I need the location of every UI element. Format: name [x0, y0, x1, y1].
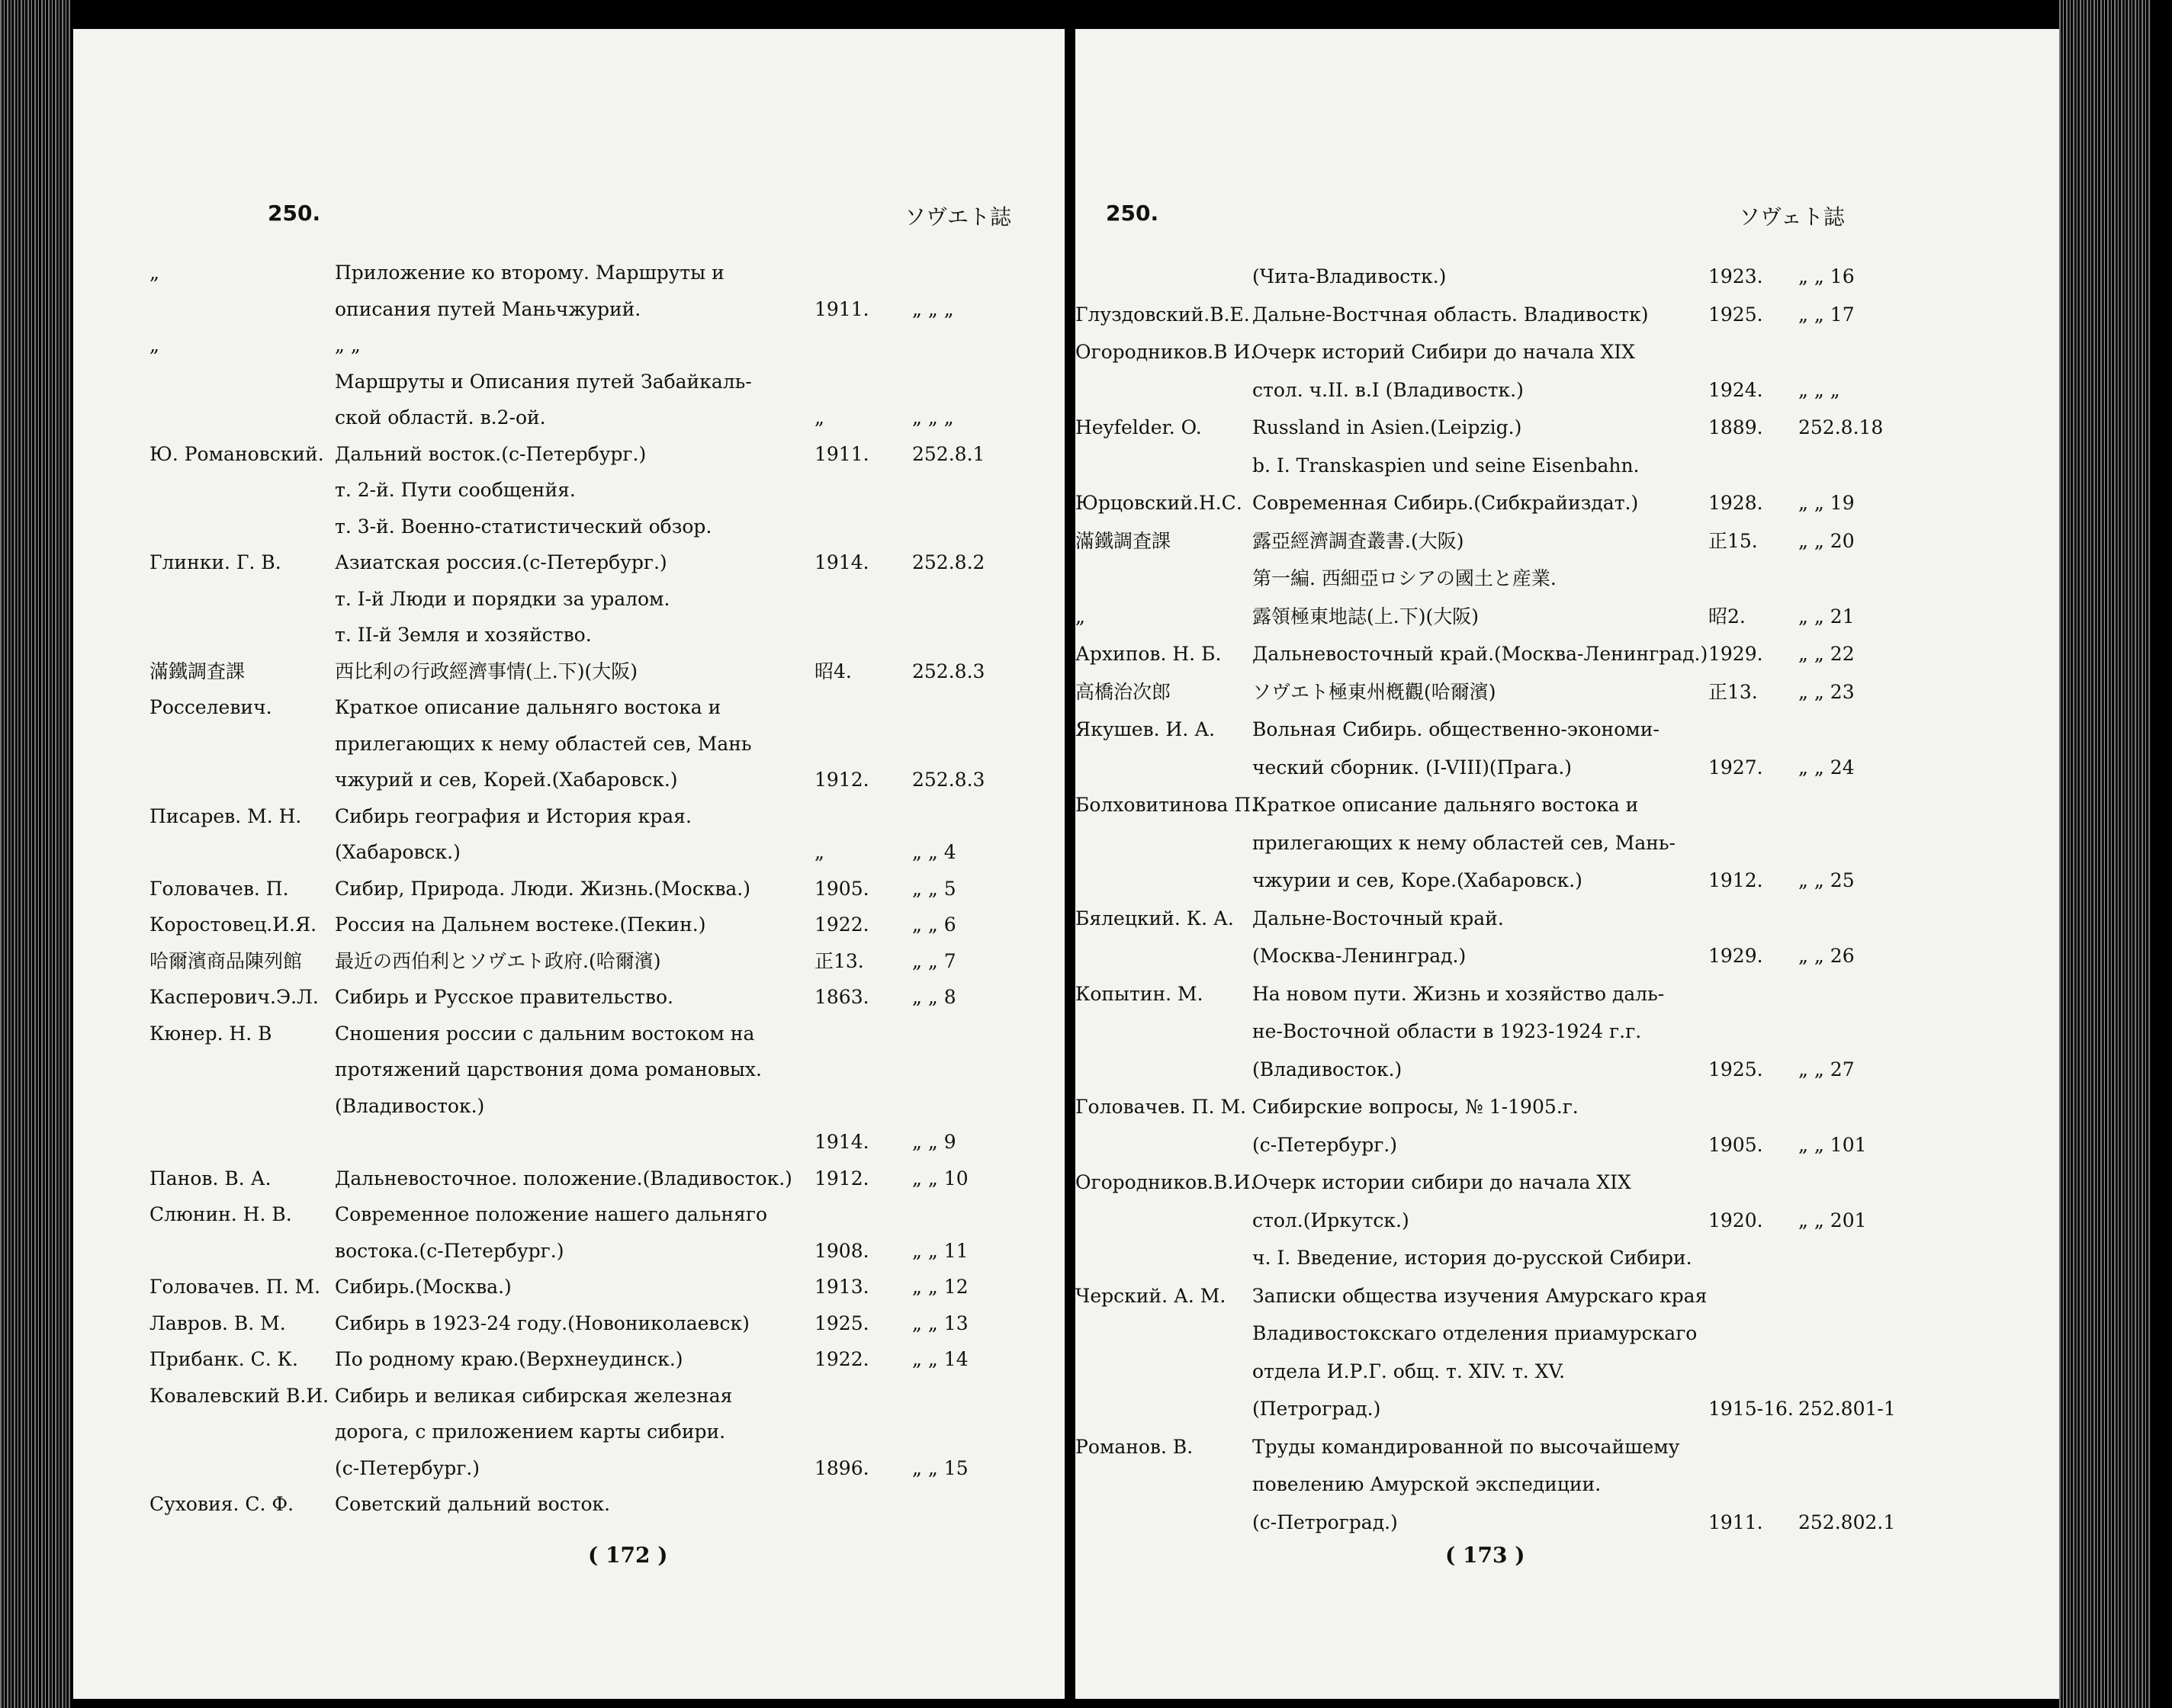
year-cell: 1908. — [814, 1239, 869, 1262]
author-cell: Глуздовский.В.Е. — [1075, 303, 1250, 326]
year-cell: 1889. — [1708, 416, 1763, 438]
title-cell: (Владивосток.) — [1252, 1058, 1402, 1080]
call-number-cell: „ „ 14 — [912, 1348, 969, 1370]
call-number-cell: „ „ 8 — [912, 986, 956, 1008]
title-cell: востока.(с-Петербург.) — [335, 1239, 564, 1262]
list-item — [149, 950, 1049, 973]
title-cell: Советский дальний восток. — [335, 1493, 611, 1515]
title-cell: Дальневосточный край.(Москва-Ленинград.) — [1252, 643, 1708, 665]
title-cell: „ „ — [335, 334, 361, 356]
author-cell: Архипов. Н. Б. — [1075, 643, 1222, 665]
title-cell: т. I-й Люди и порядки за уралом. — [335, 587, 670, 610]
year-cell: 1896. — [814, 1456, 869, 1479]
list-item — [1075, 1360, 2044, 1383]
call-number-cell: 252.8.1 — [912, 442, 985, 465]
call-number-cell: 252.801-1 — [1798, 1398, 1896, 1420]
title-cell: Сношения россии с дальним востоком на — [335, 1022, 755, 1045]
list-item — [1075, 643, 2044, 666]
title-cell: 露亞經濟調査叢書.(大阪) — [1252, 529, 1464, 552]
year-cell: 1911. — [1708, 1511, 1763, 1533]
author-cell: Романов. В. — [1075, 1435, 1194, 1458]
list-item — [149, 733, 1049, 756]
year-cell: 1911. — [814, 297, 869, 320]
call-number-cell: „ „ „ — [912, 406, 954, 429]
title-cell: Очерк историй Сибири до начала XIX — [1252, 341, 1635, 363]
author-cell: Писарев. М. Н. — [149, 804, 302, 827]
author-cell: Ю. Романовский. — [149, 442, 324, 465]
title-cell: Дальне-Восточный край. — [1252, 907, 1504, 929]
list-item — [1075, 681, 2044, 704]
title-cell: (с-Петербург.) — [1252, 1133, 1397, 1156]
call-number-cell: „ „ 19 — [1798, 492, 1855, 514]
call-number-cell: „ „ 21 — [1798, 605, 1855, 628]
list-item — [1075, 1020, 2044, 1043]
title-cell: прилегающих к нему областей сев, Мань — [335, 732, 752, 755]
title-cell: Сибирские вопросы, № 1-1905.г. — [1252, 1096, 1579, 1118]
call-number-cell: „ „ 11 — [912, 1239, 969, 1262]
list-item — [1075, 983, 2044, 1006]
title-cell: Сибирь в 1923-24 году.(Новониколаевск) — [335, 1312, 750, 1334]
list-item — [1075, 605, 2044, 628]
list-item — [149, 298, 1049, 321]
list-item — [1075, 907, 2044, 930]
list-item — [149, 1457, 1049, 1480]
author-cell: Кюнер. Н. В — [149, 1022, 272, 1045]
page-stack-edge-right — [2059, 0, 2151, 1708]
title-cell: Вольная Сибирь. общественно-экономи- — [1252, 718, 1660, 740]
title-cell: ской областй. в.2-ой. — [335, 406, 546, 429]
list-item — [1075, 567, 2044, 590]
title-cell: Краткое описание дальняго востока и — [1252, 794, 1639, 816]
title-cell: Сибирь.(Москва.) — [335, 1276, 512, 1298]
title-cell: прилегающих к нему областей сев, Мань- — [1252, 831, 1676, 854]
list-item — [1075, 1171, 2044, 1194]
author-cell: Огородников.В И. — [1075, 341, 1257, 363]
title-cell: Современная Сибирь.(Сибкрайиздат.) — [1252, 492, 1639, 514]
list-item — [1075, 492, 2044, 515]
list-item — [1075, 303, 2044, 326]
year-cell: 1912. — [814, 1167, 869, 1190]
call-number-cell: „ „ 12 — [912, 1276, 969, 1298]
year-cell: 1922. — [814, 913, 869, 936]
title-cell: 最近の西伯利とソヴエト政府.(哈爾濱) — [335, 949, 661, 972]
author-cell: Суховия. С. Ф. — [149, 1493, 294, 1515]
author-cell: Слюнин. Н. В. — [149, 1203, 292, 1225]
call-number-cell: „ „ 20 — [1798, 529, 1855, 552]
author-cell: Черский. А. М. — [1075, 1284, 1226, 1307]
list-item — [1075, 794, 2044, 817]
list-item — [1075, 416, 2044, 439]
author-cell: Бялецкий. К. А. — [1075, 907, 1234, 929]
author-cell: Прибанк. С. К. — [149, 1348, 298, 1370]
author-cell: Болховитинова П. — [1075, 794, 1258, 816]
list-item — [1075, 945, 2044, 968]
list-item — [1075, 265, 2044, 288]
title-cell: дорога, с приложением карты сибири. — [335, 1421, 726, 1443]
title-cell: По родному краю.(Верхнеудинск.) — [335, 1348, 683, 1370]
list-item — [149, 624, 1049, 647]
list-item — [149, 805, 1049, 828]
year-cell: 1920. — [1708, 1209, 1763, 1231]
author-cell: Головачев. П. М. — [149, 1276, 321, 1298]
list-item — [149, 515, 1049, 538]
year-cell: 1927. — [1708, 756, 1763, 779]
title-cell: Приложение ко второму. Маршруты и — [335, 262, 725, 284]
title-cell: описания путей Маньчжурий. — [335, 297, 641, 320]
year-cell: 1905. — [1708, 1133, 1763, 1156]
title-cell: b. I. Transkaspien und seine Eisenbahn. — [1252, 454, 1640, 477]
list-item — [149, 443, 1049, 466]
list-item — [149, 334, 1049, 357]
year-cell: 1924. — [1708, 378, 1763, 401]
call-number-cell: „ „ 5 — [912, 877, 956, 900]
author-cell: Якушев. И. А. — [1075, 718, 1216, 740]
title-cell: Краткое описание дальняго востока и — [335, 696, 721, 718]
author-cell: „ — [149, 334, 159, 356]
title-cell: (Петроград.) — [1252, 1398, 1381, 1420]
author-cell: 滿鐵調査課 — [149, 660, 246, 682]
year-cell: 1863. — [814, 986, 869, 1008]
call-number-cell: 252.8.2 — [912, 551, 985, 573]
call-number-cell: „ „ 9 — [912, 1131, 956, 1153]
running-title: ソヴェト誌 — [1739, 204, 1845, 230]
call-number-cell: „ „ 10 — [912, 1167, 969, 1190]
title-cell: повелению Амурской экспедиции. — [1252, 1473, 1602, 1495]
author-cell: Копытин. М. — [1075, 982, 1203, 1005]
author-cell: 哈爾濱商品陳列館 — [149, 949, 303, 972]
list-item — [149, 769, 1049, 791]
list-item — [149, 986, 1049, 1009]
call-number-cell: 252.802.1 — [1798, 1511, 1896, 1533]
list-item — [1075, 341, 2044, 364]
call-number-cell: 252.8.3 — [912, 660, 985, 682]
list-item — [149, 406, 1049, 429]
list-item — [1075, 1436, 2044, 1459]
book-spine — [1065, 0, 1075, 1708]
list-item — [149, 1240, 1049, 1263]
title-cell: Дальневосточное. положение.(Владивосток.) — [335, 1167, 792, 1190]
year-cell: 1914. — [814, 1131, 869, 1153]
title-cell: Очерк истории сибири до начала XIX — [1252, 1171, 1631, 1193]
year-cell: 1912. — [814, 769, 869, 791]
author-cell: Панов. В. А. — [149, 1167, 272, 1190]
title-cell: Труды командированной по высочайшему — [1252, 1435, 1680, 1458]
list-item — [1075, 756, 2044, 779]
call-number-cell: „ „ „ — [1798, 378, 1840, 401]
title-cell: протяжений царствония дома романовых. — [335, 1058, 762, 1080]
title-cell: Маршруты и Описания путей Забайкаль- — [335, 370, 752, 393]
author-cell: Головачев. П. — [149, 877, 289, 900]
list-item — [1075, 530, 2044, 553]
list-item — [149, 696, 1049, 719]
page-number-header: 250. — [268, 201, 321, 226]
year-cell: 1923. — [1708, 265, 1763, 287]
call-number-cell: „ „ 101 — [1798, 1133, 1867, 1156]
year-cell: 1913. — [814, 1276, 869, 1298]
list-item — [149, 1348, 1049, 1371]
list-item — [1075, 869, 2044, 892]
call-number-cell: „ „ 23 — [1798, 680, 1855, 703]
year-cell: 1925. — [1708, 1058, 1763, 1080]
list-item — [149, 1385, 1049, 1408]
year-cell: 1922. — [814, 1348, 869, 1370]
call-number-cell: „ „ 26 — [1798, 945, 1855, 967]
title-cell: (Москва-Ленинград.) — [1252, 945, 1467, 967]
author-cell: Огородников.В.И. — [1075, 1171, 1257, 1193]
title-cell: т. 3-й. Военно-статистический обзор. — [335, 515, 712, 538]
call-number-cell: „ „ 25 — [1798, 869, 1855, 891]
list-item — [1075, 454, 2044, 477]
title-cell: 西比利の行政經濟事情(上.下)(大阪) — [335, 660, 638, 682]
page-number-header: 250. — [1106, 201, 1159, 226]
title-cell: (с-Петербург.) — [335, 1456, 480, 1479]
list-item — [1075, 1058, 2044, 1081]
year-cell: 正13. — [814, 949, 864, 972]
title-cell: (Владивосток.) — [335, 1094, 485, 1117]
year-cell: 1905. — [814, 877, 869, 900]
list-item — [1075, 1209, 2044, 1232]
call-number-cell: „ „ 13 — [912, 1312, 969, 1334]
year-cell: 1914. — [814, 551, 869, 573]
list-item — [1075, 1322, 2044, 1345]
list-item — [149, 660, 1049, 683]
page-stack-edge-left — [0, 0, 70, 1708]
title-cell: т. II-й Земля и хозяйство. — [335, 624, 592, 646]
list-item — [149, 1058, 1049, 1081]
list-item — [149, 1421, 1049, 1443]
call-number-cell: „ „ 16 — [1798, 265, 1855, 287]
list-item — [1075, 832, 2044, 855]
author-cell: Глинки. Г. В. — [149, 551, 281, 573]
title-cell: ческий сборник. (I-VIII)(Прага.) — [1252, 756, 1573, 779]
year-cell: 1915-16. — [1708, 1398, 1794, 1420]
list-item — [1075, 1511, 2044, 1534]
title-cell: чжурии и сев, Коре.(Хабаровск.) — [1252, 869, 1582, 891]
author-cell: 高橋治次郎 — [1075, 680, 1171, 703]
list-item — [149, 1312, 1049, 1335]
list-item — [149, 841, 1049, 864]
title-cell: чжурий и сев, Корей.(Хабаровск.) — [335, 769, 678, 791]
title-cell: Сибир, Природа. Люди. Жизнь.(Москва.) — [335, 877, 751, 900]
year-cell: 1925. — [1708, 303, 1763, 326]
title-cell: Сибирь и великая сибирская железная — [335, 1384, 733, 1407]
year-cell: 1929. — [1708, 643, 1763, 665]
list-item — [149, 1167, 1049, 1190]
call-number-cell: „ „ 7 — [912, 949, 956, 972]
title-cell: (Хабаровск.) — [335, 841, 461, 863]
title-cell: Азиатская россия.(с-Петербург.) — [335, 551, 667, 573]
title-cell: (Чита-Владивостк.) — [1252, 265, 1447, 287]
year-cell: „ — [814, 841, 824, 863]
list-item — [1075, 718, 2044, 741]
year-cell: 昭2. — [1708, 605, 1746, 628]
list-item — [149, 262, 1049, 284]
call-number-cell: 252.8.18 — [1798, 416, 1884, 438]
year-cell: „ — [814, 406, 824, 429]
call-number-cell: „ „ 24 — [1798, 756, 1855, 779]
author-cell: 滿鐵調査課 — [1075, 529, 1171, 552]
year-cell: 正15. — [1708, 529, 1758, 552]
list-item — [149, 913, 1049, 936]
author-cell: „ — [149, 262, 159, 284]
author-cell: Heyfelder. O. — [1075, 416, 1202, 438]
title-cell: Дальний восток.(с-Петербург.) — [335, 442, 647, 465]
list-item — [149, 588, 1049, 611]
list-item — [149, 1493, 1049, 1516]
title-cell: Записки общества изучения Амурскаго края — [1252, 1284, 1708, 1307]
year-cell: 1928. — [1708, 492, 1763, 514]
list-item — [1075, 1247, 2044, 1270]
title-cell: Современное положение нашего дальняго — [335, 1203, 767, 1225]
title-cell: На новом пути. Жизнь и хозяйство даль- — [1252, 982, 1665, 1005]
title-cell: Дальне-Востчная область. Владивостк) — [1252, 303, 1649, 326]
year-cell: 1912. — [1708, 869, 1763, 891]
author-cell: Лавров. В. М. — [149, 1312, 286, 1334]
list-item — [149, 551, 1049, 574]
list-item — [1075, 1398, 2044, 1421]
list-item — [149, 878, 1049, 901]
author-cell: Головачев. П. М. — [1075, 1096, 1247, 1118]
list-item — [149, 479, 1049, 502]
title-cell: Владивостокскаго отделения приамурскаго — [1252, 1322, 1698, 1344]
title-cell: Россия на Дальнем востеке.(Пекин.) — [335, 913, 706, 936]
year-cell: 1911. — [814, 442, 869, 465]
author-cell: „ — [1075, 605, 1085, 628]
list-item — [149, 1203, 1049, 1226]
list-item — [1075, 1134, 2044, 1157]
call-number-cell: „ „ 17 — [1798, 303, 1855, 326]
author-cell: Коростовец.И.Я. — [149, 913, 317, 936]
call-number-cell: „ „ 4 — [912, 841, 956, 863]
year-cell: 正13. — [1708, 680, 1758, 703]
title-cell: не-Восточной области в 1923-1924 г.г. — [1252, 1020, 1642, 1042]
list-item — [149, 1095, 1049, 1118]
list-item — [1075, 1285, 2044, 1308]
title-cell: ч. I. Введение, история до-русской Сибири. — [1252, 1247, 1692, 1269]
call-number-cell: „ „ 201 — [1798, 1209, 1867, 1231]
title-cell: Сибирь и Русское правительство. — [335, 986, 673, 1008]
year-cell: 昭4. — [814, 660, 852, 682]
call-number-cell: „ „ 27 — [1798, 1058, 1855, 1080]
title-cell: ソヴエト極東州槪觀(哈爾濱) — [1252, 680, 1496, 703]
running-title: ソヴエト誌 — [904, 204, 1012, 230]
title-cell: Сибирь география и История края. — [335, 804, 692, 827]
title-cell: (с-Петроград.) — [1252, 1511, 1398, 1533]
author-cell: Касперович.Э.Л. — [149, 986, 319, 1008]
year-cell: 1929. — [1708, 945, 1763, 967]
title-cell: т. 2-й. Пути сообщенйя. — [335, 479, 576, 501]
title-cell: 露領極東地誌(上.下)(大阪) — [1252, 605, 1479, 628]
page-footer: ( 172 ) — [588, 1543, 668, 1568]
left-page — [73, 29, 1065, 1699]
right-page — [1075, 29, 2059, 1699]
title-cell: 第一編. 西細亞ロシアの國土と産業. — [1252, 567, 1557, 589]
title-cell: стол. ч.II. в.I (Владивостк.) — [1252, 378, 1524, 401]
title-cell: отдела И.Р.Г. общ. т. XIV. т. XV. — [1252, 1360, 1566, 1382]
page-footer: ( 173 ) — [1445, 1543, 1525, 1568]
author-cell: Юрцовский.Н.С. — [1075, 492, 1242, 514]
list-item — [149, 1023, 1049, 1045]
year-cell: 1925. — [814, 1312, 869, 1334]
call-number-cell: „ „ 22 — [1798, 643, 1855, 665]
call-number-cell: 252.8.3 — [912, 769, 985, 791]
author-cell: Ковалевский В.И. — [149, 1384, 329, 1407]
author-cell: Росселевич. — [149, 696, 272, 718]
call-number-cell: „ „ 15 — [912, 1456, 969, 1479]
list-item — [149, 1131, 1049, 1154]
list-item — [1075, 379, 2044, 402]
list-item — [1075, 1096, 2044, 1119]
list-item — [149, 1276, 1049, 1299]
list-item — [149, 371, 1049, 393]
title-cell: стол.(Иркутск.) — [1252, 1209, 1409, 1231]
title-cell: Russland in Asien.(Leipzig.) — [1252, 416, 1522, 438]
list-item — [1075, 1473, 2044, 1496]
call-number-cell: „ „ 6 — [912, 913, 956, 936]
call-number-cell: „ „ „ — [912, 297, 954, 320]
